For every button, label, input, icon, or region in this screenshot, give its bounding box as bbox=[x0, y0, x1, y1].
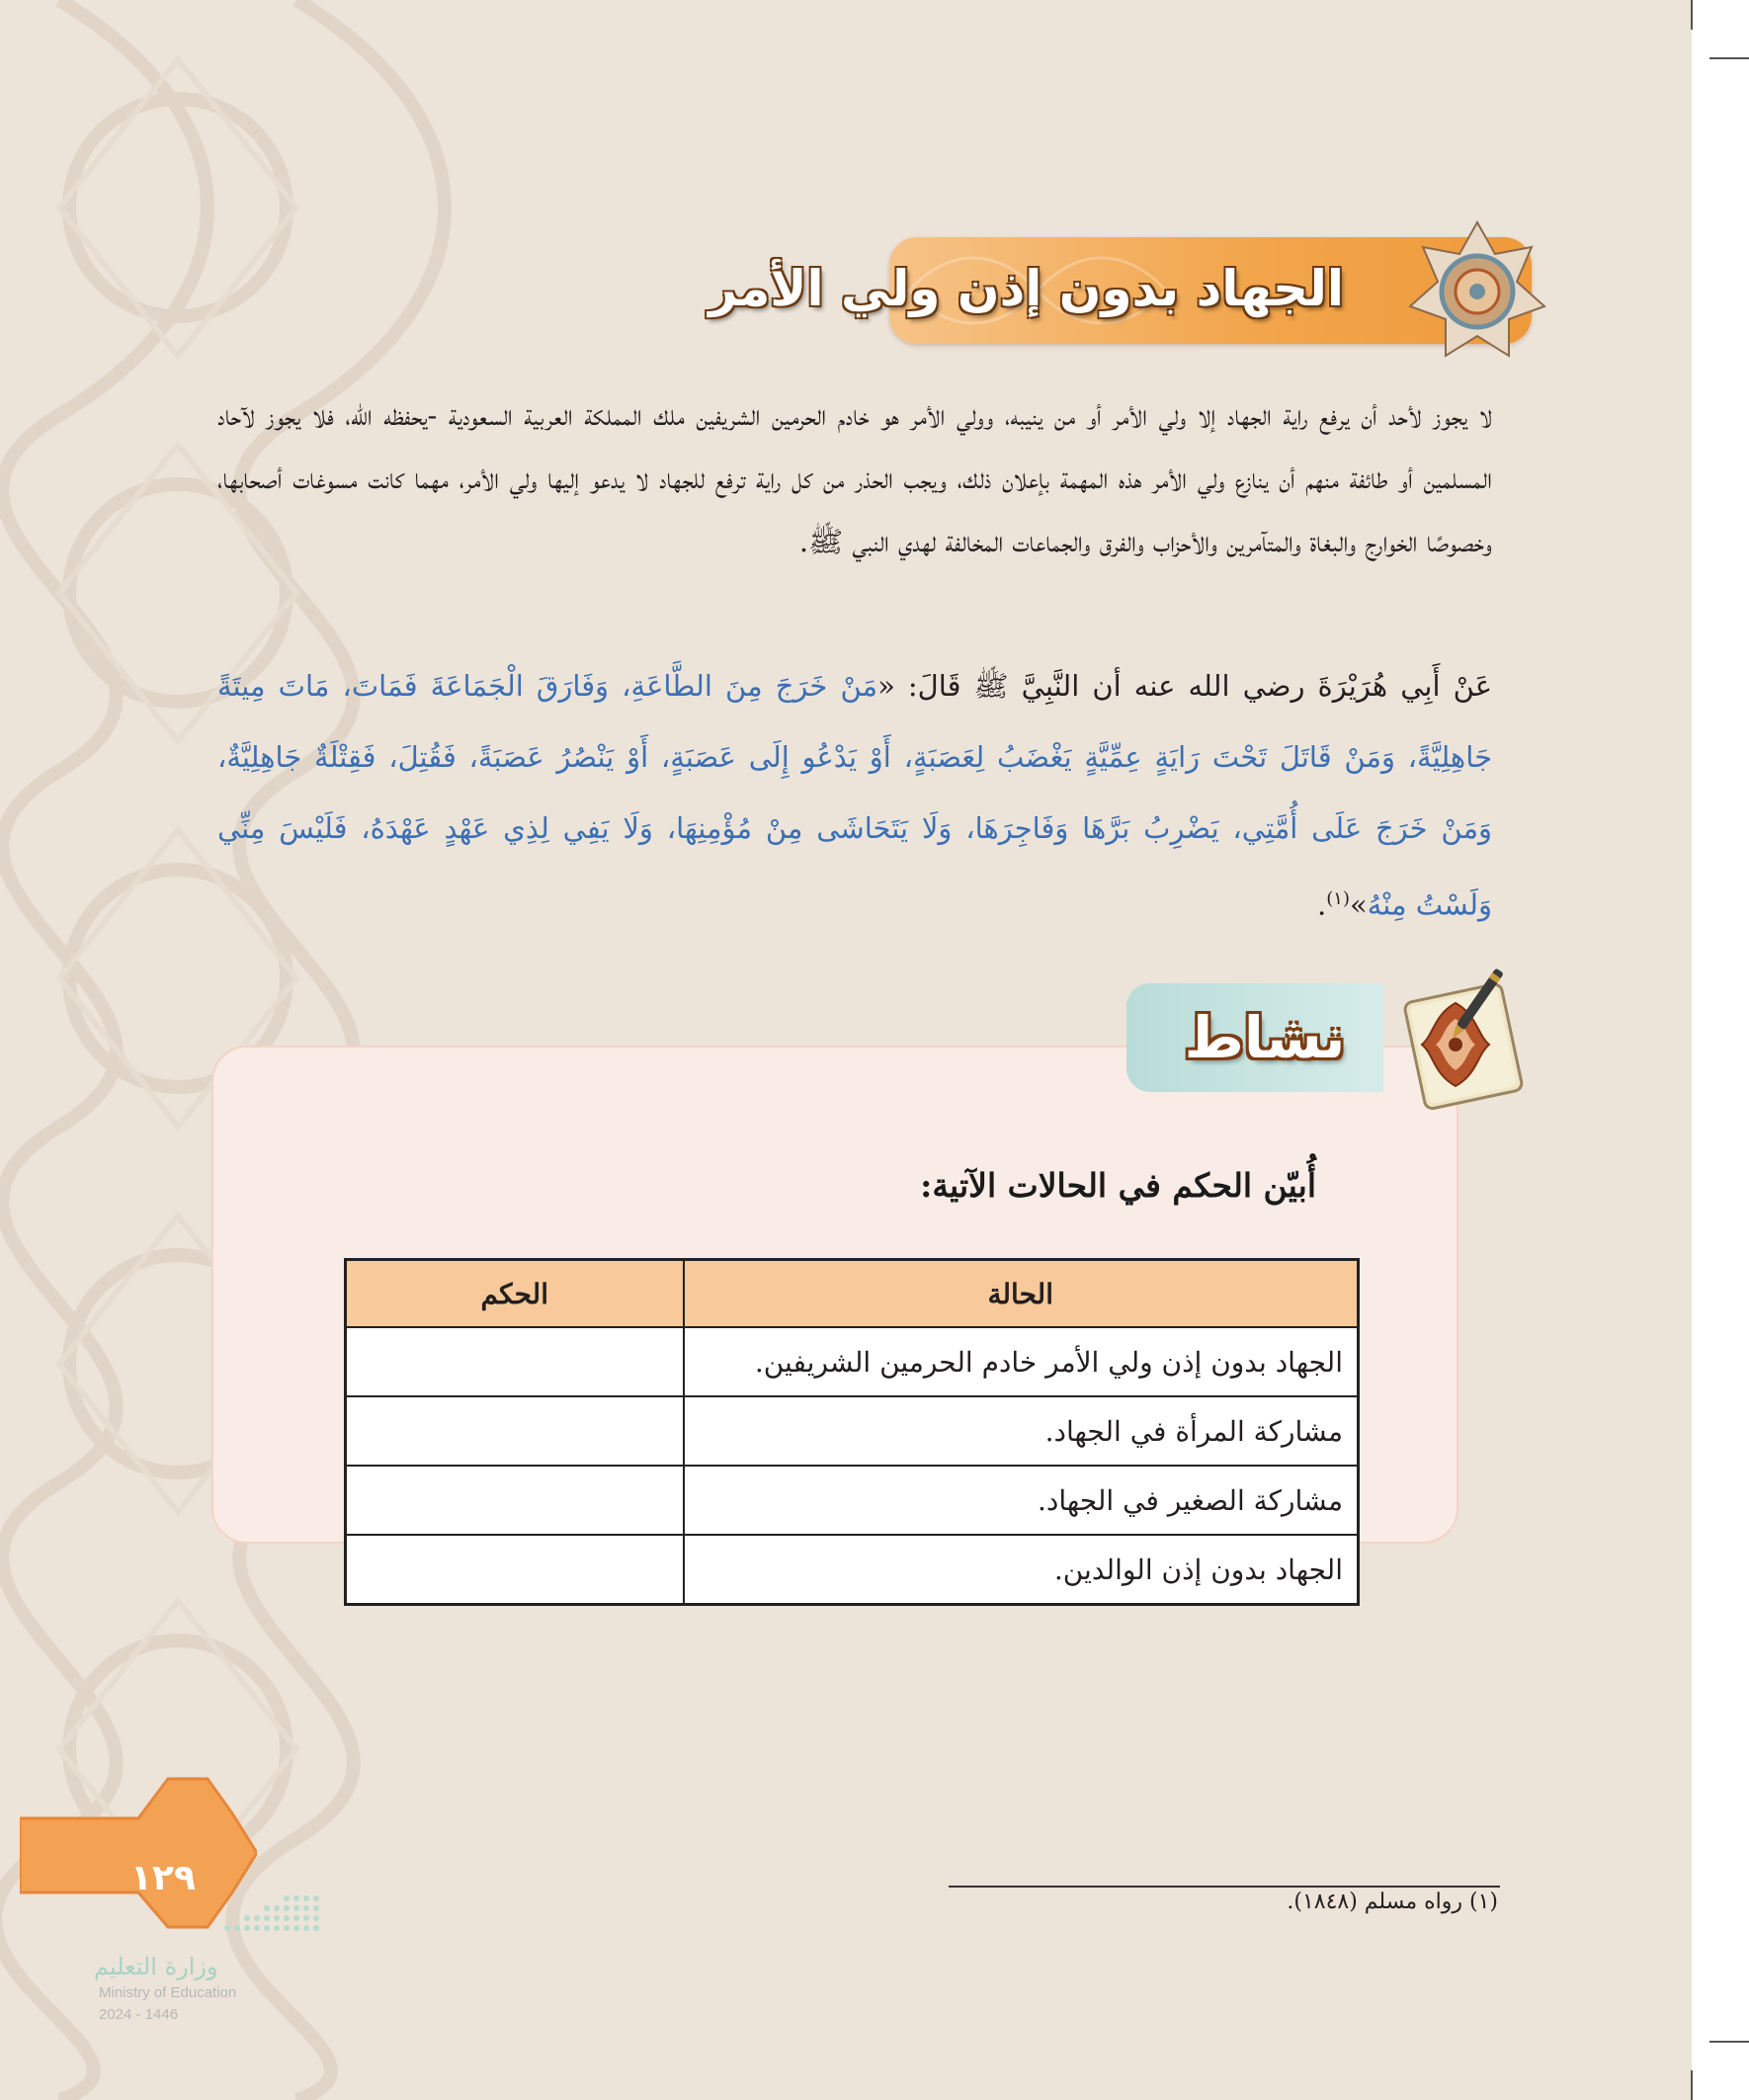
ruling-cell[interactable] bbox=[346, 1535, 684, 1605]
hadith-end: . bbox=[1317, 887, 1327, 922]
footnote: (١) رواه مسلم (١٨٤٨). bbox=[1287, 1890, 1498, 1914]
ministry-name-en: Ministry of Education bbox=[99, 1984, 237, 2001]
ruling-cell[interactable] bbox=[346, 1327, 684, 1396]
case-cell: مشاركة الصغير في الجهاد. bbox=[684, 1466, 1359, 1535]
hadith-quote: مَنْ خَرَجَ مِنَ الطَّاعَةِ، وَفَارَقَ الْجَمَاعَةَ فَمَاتَ، مَاتَ مِيتَةً جَاهِلِيَّةً، وَمَنْ قَاتَلَ تَحْتَ رَايَةٍ عِمِّيَّةٍ يَغْضَبُ لِعَصَبَةٍ، أَوْ يَدْعُو إِلَى عَصَبَةٍ، أَوْ يَنْصُرُ عَصَبَةً، فَقُتِلَ، فَقِتْلَةٌ جَاهِلِيَّةٌ، وَمَنْ خَرَجَ عَلَى أُمَّتِي، يَضْرِبُ بَرَّهَا وَفَاجِرَهَا، وَلَا يَتَحَاشَى مِنْ مُؤْمِنِهَا، وَلَا يَفِي لِذِي عَهْدٍ عَهْدَهُ، فَلَيْسَ مِنِّي وَلَسْتُ مِنْهُ bbox=[217, 669, 1492, 922]
ministry-logo-dots-icon bbox=[168, 1892, 326, 1942]
crop-mark bbox=[1691, 0, 1693, 30]
ruling-cell[interactable] bbox=[346, 1466, 684, 1535]
crop-mark bbox=[1709, 57, 1749, 59]
section-title: الجهاد بدون إذن ولي الأمر bbox=[708, 260, 1344, 317]
table-row bbox=[346, 1396, 1359, 1466]
body-paragraph: لا يجوز لأحد أن يرفع راية الجهاد إلا ولي الأمر أو من ينيبه، وولي الأمر هو خادم الحرمين الشريفين ملك المملكة العربية السعودية -يحفظه الله، فلا يجوز لآحاد المسلمين أو طائفة منهم أن ينازع ولي الأمر هذه المهمة بإعلان ذلك، ويجب الحذر من كل راية ترفع للجهاد لا يدعو إليها ولي الأمر، مهما كانت مسوغات أصحابها، وخصوصًا الخوارج والبغاة والمتآمرين والأحزاب والفرق والجماعات المخالفة لهدي النبي ﷺ. bbox=[217, 398, 1492, 558]
activity-title: نشاط bbox=[1184, 1004, 1346, 1071]
case-cell: مشاركة المرأة في الجهاد. bbox=[684, 1396, 1359, 1466]
crop-mark bbox=[1691, 2070, 1693, 2100]
hadith-close: » bbox=[1350, 887, 1368, 922]
table-row bbox=[346, 1466, 1359, 1535]
ministry-year: 2024 - 1446 bbox=[99, 2006, 179, 2023]
footnote-divider bbox=[949, 1886, 1500, 1888]
notepad-pen-icon bbox=[1378, 964, 1537, 1112]
hadith-intro: عَنْ أَبِي هُرَيْرَةَ رضي الله عنه أن النَّبِيَّ ﷺ قَالَ: « bbox=[877, 669, 1492, 703]
crop-mark bbox=[1709, 2041, 1749, 2043]
table-header-row bbox=[346, 1260, 1359, 1328]
case-cell: الجهاد بدون إذن ولي الأمر خادم الحرمين الشريفين. bbox=[684, 1327, 1359, 1396]
page-number: ١٢٩ bbox=[130, 1858, 196, 1898]
ministry-name-ar: وزارة التعليم bbox=[94, 1953, 218, 1980]
header-ruling: الحكم bbox=[346, 1260, 684, 1328]
case-cell: الجهاد بدون إذن الوالدين. bbox=[684, 1535, 1359, 1605]
header-case: الحالة bbox=[684, 1260, 1359, 1328]
table-row bbox=[346, 1327, 1359, 1396]
medallion-ornament-icon bbox=[1403, 217, 1551, 366]
ruling-cell[interactable] bbox=[346, 1396, 684, 1466]
cases-table bbox=[344, 1258, 1360, 1606]
activity-question: أُبيّن الحكم في الحالات الآتية: bbox=[920, 1166, 1316, 1205]
hadith-text bbox=[217, 650, 1492, 941]
table-row bbox=[346, 1535, 1359, 1605]
footnote-reference: (١) bbox=[1326, 888, 1350, 909]
